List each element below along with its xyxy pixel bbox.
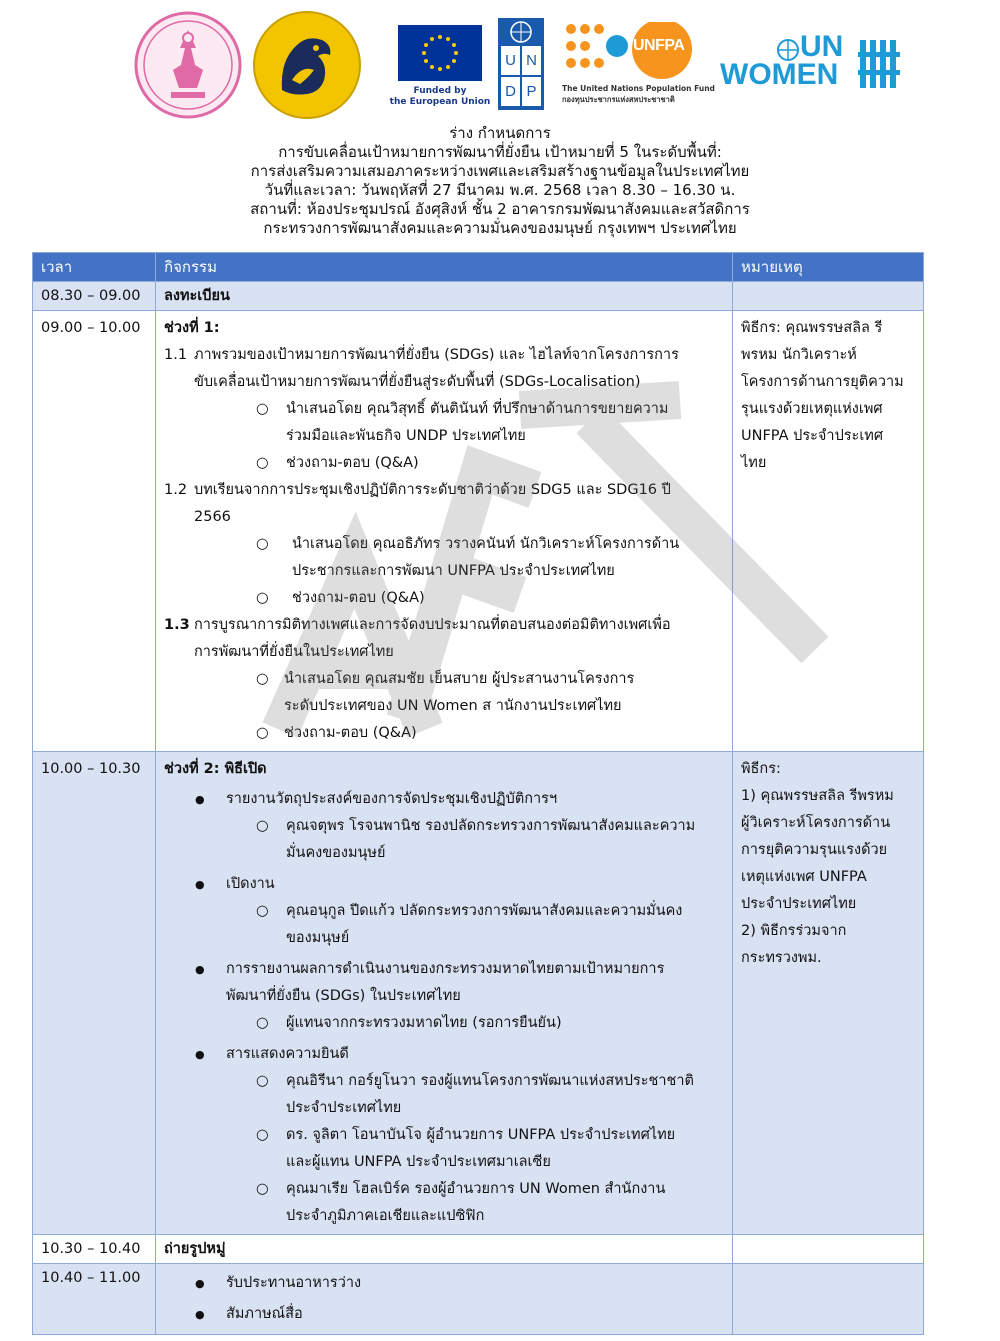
- qa-item: ○ ช่วงถาม-ตอบ (Q&A): [256, 455, 419, 471]
- header-time: เวลา: [33, 253, 156, 282]
- presenter-item: ○ นำเสนอโดย คุณวิสุทธิ์ ตันตินันท์ ที่ปรึกษาด้านการขยายความ: [256, 401, 669, 417]
- agenda-table: [32, 252, 924, 1335]
- row-activity-title: ลงทะเบียน: [156, 282, 733, 311]
- unwomen-un-text: UN: [800, 30, 844, 63]
- row-time: 09.00 – 10.00: [33, 311, 156, 752]
- agenda-item: 1.2 บทเรียนจากการประชุมเชิงปฏิบัติการระดับชาติว่าด้วย SDG5 และ SDG16 ปี: [164, 482, 671, 498]
- unwomen-women-text: WOMEN: [720, 58, 839, 91]
- qa-item: ○ ช่วงถาม-ตอบ (Q&A): [256, 725, 417, 741]
- document-header: [0, 124, 1000, 238]
- undp-logo: U N D P: [498, 18, 544, 110]
- row-time: 10.30 – 10.40: [33, 1235, 156, 1264]
- row-note: [733, 282, 924, 311]
- row-activity: ช่วงที่ 2: พิธีเปิด ● รายงานวัตถุประสงค์ของการจัดประชุมเชิงปฏิบัติการฯ ○ คุณจตุพร โรจนพานิช รองปลัดกระทรวงการพัฒนาสังคมและความ มั่นคงของมนุษย์ ● เปิดงาน ○ คุณอนุกูล ปีดแก้ว ปลัดกระทรวงการพัฒนาสังคมและความมั่นคง ของมนุษย์ ● การรายงานผลการดำเนินงานของกระทรวงมหาดไทยตามเป้าหมายการ พัฒนาที่ยั่งยืน (SDGs) ในประเทศไทย ○ ผู้แทนจากกระทรวงมหาดไทย (รอการยืนยัน) ● สารแสดงความยินดี ○ คุณอิรีนา กอร์ยูโนวา รองผู้แทนโครงการพัฒนาแห่งสหประชาชาติ ประจำประเทศไทย ○ ดร. จูลิตา โอนาบันโจ ผู้อำนวยการ UNFPA ประจำประเทศไทย และผู้แทน UNFPA ประจำประเทศมาเลเซีย ○ คุณมาเรีย โฮลเบิร์ค รองผู้อำนวยการ UN Women สำนักงาน ประจำภูมิภาคเอเชียและแปซิฟิก: [156, 752, 733, 1235]
- sub-item: ○ คุณมาเรีย โฮลเบิร์ค รองผู้อำนวยการ UN Women สำนักงาน: [256, 1181, 666, 1197]
- un-emblem-icon: [498, 18, 544, 46]
- session-title: ช่วงที่ 2: พิธีเปิด: [164, 761, 267, 777]
- row-time: 10.00 – 10.30: [33, 752, 156, 1235]
- table-row: [33, 752, 924, 1235]
- sub-item: ○ คุณอนุกูล ปีดแก้ว ปลัดกระทรวงการพัฒนาสังคมและความมั่นคง: [256, 903, 683, 919]
- sub-item: ○ ดร. จูลิตา โอนาบันโจ ผู้อำนวยการ UNFPA ประจำประเทศไทย: [256, 1127, 676, 1143]
- eu-caption: Funded by the European Union: [389, 86, 491, 107]
- bullet-item: ● สัมภาษณ์สื่อ: [195, 1306, 303, 1322]
- row-note: [733, 1264, 924, 1335]
- bullet-item: ● เปิดงาน: [195, 876, 275, 892]
- event-venue-line1: สถานที่: ห้องประชุมปรณ์ อังศุสิงห์ ชั้น 2 อาคารกรมพัฒนาสังคมและสวัสดิการ: [250, 200, 750, 218]
- qa-item: ○ ช่วงถาม-ตอบ (Q&A): [256, 590, 425, 606]
- session-title: ช่วงที่ 1:: [164, 320, 220, 336]
- bullet-item: ● สารแสดงความยินดี: [195, 1046, 349, 1062]
- unwomen-symbol-icon: [858, 38, 902, 90]
- header-activity: กิจกรรม: [156, 253, 733, 282]
- unfpa-name: UNFPA: [633, 37, 685, 54]
- table-header-row: [33, 253, 924, 282]
- event-title-line1: การขับเคลื่อนเป้าหมายการพัฒนาที่ยั่งยืน เป้าหมายที่ 5 ในระดับพื้นที่:: [278, 143, 722, 161]
- table-row: [33, 311, 924, 752]
- presenter-item: ○ นำเสนอโดย คุณสมชัย เย็นสบาย ผู้ประสานงานโครงการ: [256, 671, 635, 687]
- row-activity-title: ถ่ายรูปหมู่: [156, 1235, 733, 1264]
- sub-item: ○ คุณอิรีนา กอร์ยูโนวา รองผู้แทนโครงการพัฒนาแห่งสหประชาชาติ: [256, 1073, 694, 1089]
- table-row: [33, 1264, 924, 1335]
- draft-agenda-title: ร่าง กำหนดการ: [449, 124, 551, 142]
- event-title-line2: การส่งเสริมความเสมอภาคระหว่างเพศและเสริมสร้างฐานข้อมูลในประเทศไทย: [250, 162, 750, 180]
- presenter-item: ○ นำเสนอโดย คุณอธิภัทร วรางคนันท์ นักวิเคราะห์โครงการด้าน: [256, 536, 680, 552]
- agenda-item: 1.3 การบูรณาการมิติทางเพศและการจัดงบประมาณที่ตอบสนองต่อมิติทางเพศเพื่อ: [164, 617, 671, 633]
- bullet-item: ● รับประทานอาหารว่าง: [195, 1275, 362, 1291]
- agenda-item: 1.1 ภาพรวมของเป้าหมายการพัฒนาที่ยั่งยืน (SDGs) และ ไฮไลท์จากโครงการการ: [164, 347, 679, 363]
- row-note: พิธีกร: คุณพรรษสลิล รี พรหม นักวิเคราะห์ โครงการด้านการยุติความ รุนแรงด้วยเหตุแห่งเพศ UNFPA ประจำประเทศ ไทย: [733, 311, 924, 752]
- unfpa-caption: The United Nations Population Fund กองทุนประชากรแห่งสหประชาชาติ: [562, 84, 715, 104]
- sub-item: ○ ผู้แทนจากกระทรวงมหาดไทย (รอการยืนยัน): [256, 1015, 562, 1031]
- row-note: พิธีกร: 1) คุณพรรษสลิล รีพรหม ผู้วิเคราะห์โครงการด้าน การยุติความรุนแรงด้วย เหตุแห่งเพศ UNFPA ประจำประเทศไทย 2) พิธีกรร่วมจาก กระทรวงพม.: [733, 752, 924, 1235]
- eu-flag-logo: [398, 25, 482, 85]
- table-row: [33, 1235, 924, 1264]
- bullet-item: ● การรายงานผลการดำเนินงานของกระทรวงมหาดไทยตามเป้าหมายการ: [195, 961, 665, 977]
- row-note: [733, 1235, 924, 1264]
- row-time: 08.30 – 09.00: [33, 282, 156, 311]
- logo-bar: [0, 0, 1000, 125]
- ministry-seal-pink-logo: [133, 10, 243, 120]
- ministry-seal-gold-logo: [252, 10, 362, 120]
- row-activity: ช่วงที่ 1: 1.1 ภาพรวมของเป้าหมายการพัฒนาที่ยั่งยืน (SDGs) และ ไฮไลท์จากโครงการการ ขับเคลื่อนเป้าหมายการพัฒนาที่ยั่งยืนสู่ระดับพื้นที่ (SDGs-Localisation) ○ นำเสนอโดย คุณวิสุทธิ์ ตันตินันท์ ที่ปรึกษาด้านการขยายความ ร่วมมือและพันธกิจ UNDP ประเทศไทย ○ ช่วงถาม-ตอบ (Q&A) 1.2 บทเรียนจากการประชุมเชิงปฏิบัติการระดับชาติว่าด้วย SDG5 และ SDG16 ปี 2566 ○ นำเสนอโดย คุณอธิภัทร วรางคนันท์ นักวิเคราะห์โครงการด้าน ประชากรและการพัฒนา UNFPA ประจำประเทศไทย ○ ช่วงถาม-ตอบ (Q&A) 1.3 การบูรณาการมิติทางเพศและการจัดงบประมาณที่ตอบสนองต่อมิติทางเพศเพื่อ การพัฒนาที่ยั่งยืนในประเทศไทย ○ นำเสนอโดย คุณสมชัย เย็นสบาย ผู้ประสานงานโครงการ ระดับประเทศของ UN Women ส านักงานประเทศไทย ○ ช่วงถาม-ตอบ (Q&A): [156, 311, 733, 752]
- table-row: [33, 282, 924, 311]
- bullet-item: ● รายงานวัตถุประสงค์ของการจัดประชุมเชิงปฏิบัติการฯ: [195, 791, 558, 807]
- row-activity: [156, 1264, 733, 1335]
- event-date-time: วันที่และเวลา: วันพฤหัสที่ 27 มีนาคม พ.ศ. 2568 เวลา 8.30 – 16.30 น.: [264, 181, 736, 199]
- header-note: หมายเหตุ: [733, 253, 924, 282]
- event-venue-line2: กระทรวงการพัฒนาสังคมและความมั่นคงของมนุษย์ กรุงเทพฯ ประเทศไทย: [263, 219, 737, 237]
- sub-item: ○ คุณจตุพร โรจนพานิช รองปลัดกระทรวงการพัฒนาสังคมและความ: [256, 818, 696, 834]
- row-time: 10.40 – 11.00: [33, 1264, 156, 1335]
